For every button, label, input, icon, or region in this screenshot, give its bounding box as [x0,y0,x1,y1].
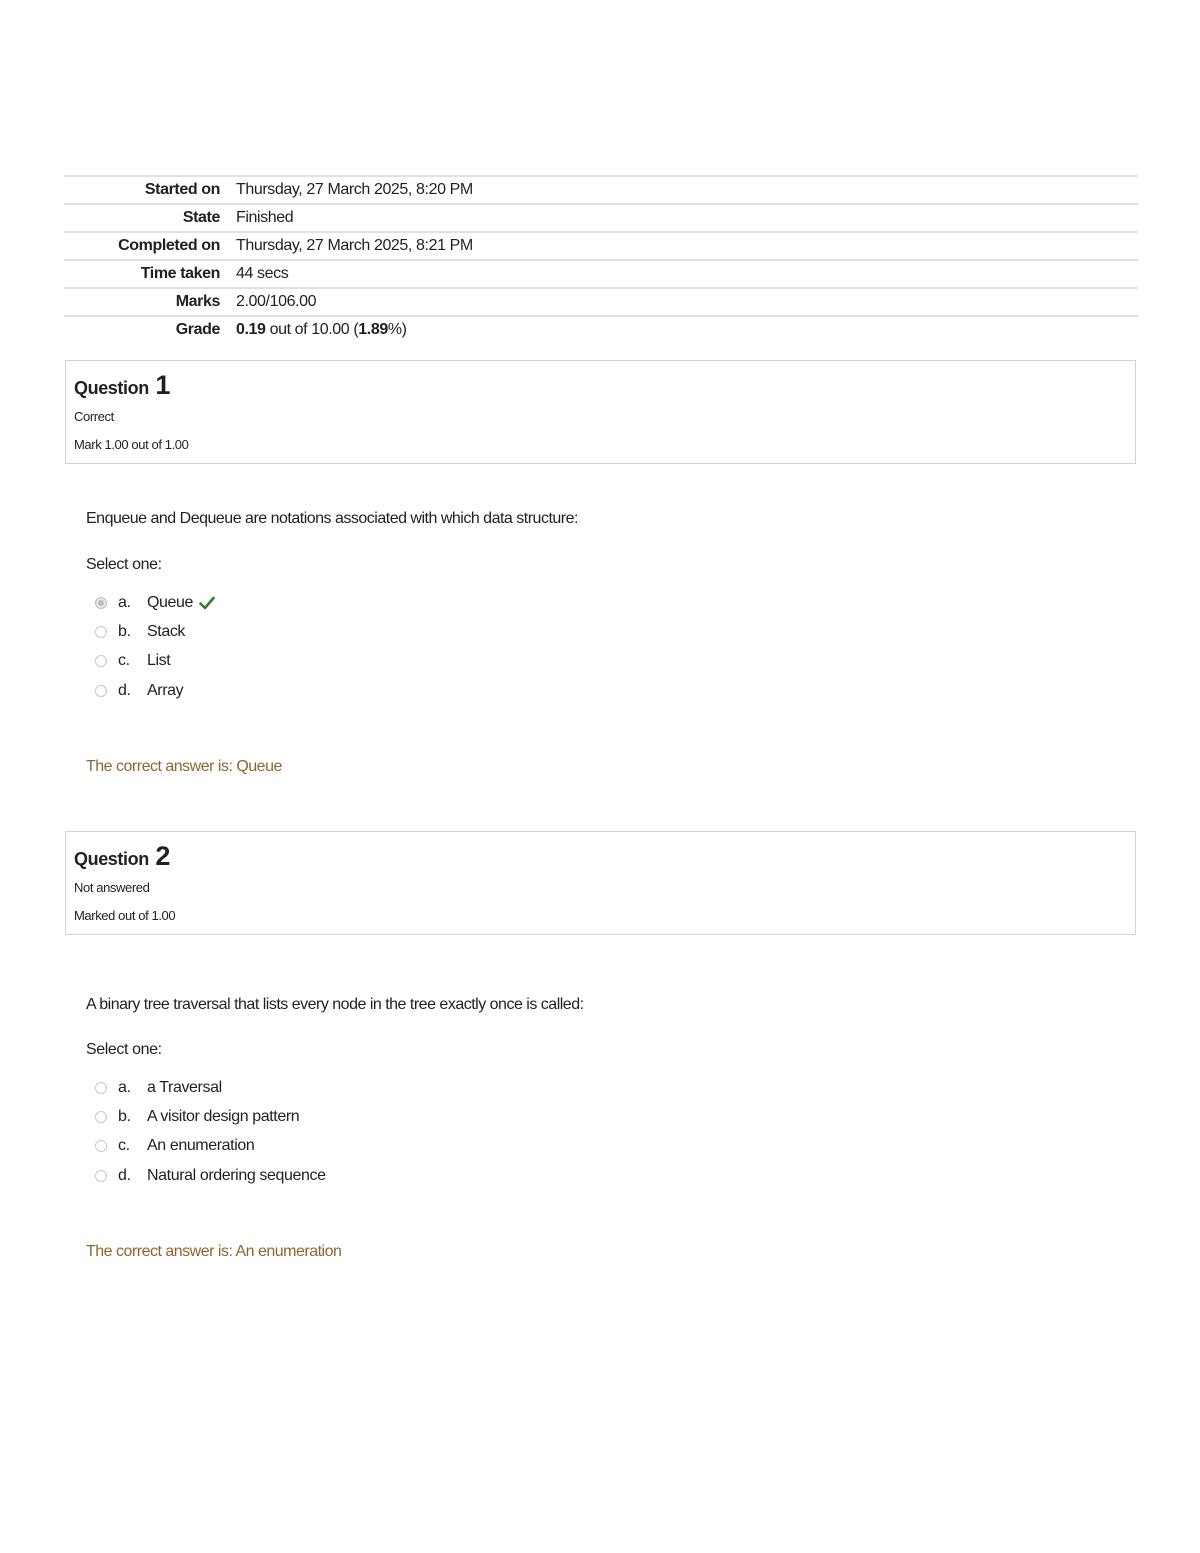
radio-button[interactable] [95,1082,107,1094]
summary-label: Completed on [118,237,220,254]
answer-text: a Traversal [147,1078,222,1096]
question-1-text: Enqueue and Dequeue are notations associated with which data structure: [86,510,578,527]
answer-text: Stack [147,622,186,640]
question-state: Correct [74,409,114,424]
answer-text: An enumeration [147,1137,255,1155]
attempt-summary-table [64,175,1138,343]
radio-button[interactable] [95,1140,107,1152]
question-1-info [65,360,1136,464]
radio-button[interactable] [95,626,107,638]
summary-label: Marks [175,293,220,310]
answer-text: Array [147,681,184,699]
question-number: 2 [155,841,171,871]
answer-text: Queue [147,593,194,611]
answer-text: Natural ordering sequence [147,1166,326,1184]
question-state: Not answered [74,880,150,895]
radio-button[interactable] [95,1111,107,1123]
summary-row-time-taken [64,260,1138,288]
radio-button[interactable] [95,597,107,609]
answer-option-a[interactable] [95,1073,326,1102]
question-2-prompt: Select one: [86,1041,162,1058]
answer-option-c[interactable] [95,1132,326,1161]
grade-percent: 1.89 [358,321,388,338]
answer-letter: d. [118,1166,131,1184]
summary-row-grade [64,316,1138,343]
summary-value: Finished [236,209,294,226]
radio-button[interactable] [95,1170,107,1182]
summary-row-state [64,204,1138,232]
answer-letter: b. [118,1107,131,1125]
summary-value: 2.00/106.00 [236,293,317,310]
question-title-label: Question [74,849,149,869]
answer-text: A visitor design pattern [147,1107,300,1125]
summary-value: 44 secs [236,265,289,282]
answer-option-b[interactable] [95,617,215,646]
summary-row-started-on [64,176,1138,204]
summary-row-marks [64,288,1138,316]
answer-letter: c. [118,1137,130,1155]
question-2-right-answer: The correct answer is: An enumeration [86,1243,342,1260]
question-grade: Mark 1.00 out of 1.00 [74,437,189,452]
answer-option-a[interactable] [95,588,215,617]
summary-label: Grade [175,321,220,338]
radio-button[interactable] [95,685,107,697]
question-1-answers [95,588,215,705]
question-1-right-answer: The correct answer is: Queue [86,758,282,775]
question-grade: Marked out of 1.00 [74,908,176,923]
summary-label: Time taken [140,265,220,282]
answer-option-d[interactable] [95,676,215,705]
question-title [74,840,1135,875]
question-2-text: A binary tree traversal that lists every node in the tree exactly once is called: [86,996,584,1013]
summary-label: Started on [144,181,220,198]
question-title [74,369,1135,404]
answer-letter: a. [118,1078,131,1096]
answer-option-b[interactable] [95,1102,326,1131]
summary-grade-value [236,316,1138,343]
grade-end: %) [387,321,407,338]
answer-letter: d. [118,681,131,699]
summary-value: Thursday, 27 March 2025, 8:20 PM [236,181,473,198]
answer-letter: b. [118,622,131,640]
question-title-label: Question [74,378,149,398]
grade-score: 0.19 [236,321,266,338]
answer-letter: c. [118,652,130,670]
answer-option-d[interactable] [95,1161,326,1190]
grade-middle: out of 10.00 ( [265,321,359,338]
radio-button[interactable] [95,655,107,667]
answer-option-c[interactable] [95,647,215,676]
question-1-prompt: Select one: [86,556,162,573]
question-2-info [65,831,1136,935]
answer-text: List [147,652,171,670]
answer-letter: a. [118,593,131,611]
question-2-answers [95,1073,326,1190]
summary-row-completed-on [64,232,1138,260]
question-number: 1 [155,370,171,400]
check-icon [199,596,215,610]
summary-value: Thursday, 27 March 2025, 8:21 PM [236,237,473,254]
summary-label: State [182,209,220,226]
